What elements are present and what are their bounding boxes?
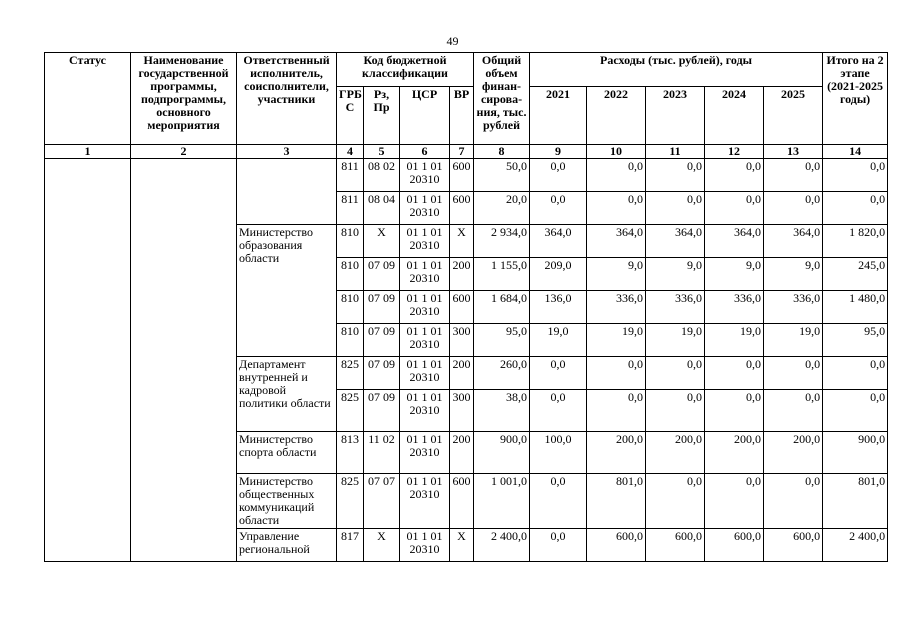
grbs-cell: 811	[337, 192, 364, 225]
col-number: 4	[337, 145, 364, 159]
rzpr-cell: 07 09	[364, 390, 400, 432]
y2024-cell: 0,0	[705, 159, 764, 192]
itogo-cell: 1 820,0	[823, 225, 888, 258]
itogo-cell: 1 480,0	[823, 291, 888, 324]
vr-cell: Х	[450, 529, 474, 562]
col-number: 14	[823, 145, 888, 159]
executor-cell: Министерство образования области	[237, 225, 337, 357]
y2021-cell: 0,0	[530, 474, 587, 529]
y2022-cell: 0,0	[587, 390, 646, 432]
itogo-cell: 0,0	[823, 357, 888, 390]
header-year-2021: 2021	[530, 87, 587, 145]
y2024-cell: 0,0	[705, 192, 764, 225]
y2022-cell: 364,0	[587, 225, 646, 258]
page-number: 49	[446, 34, 459, 48]
itogo-cell: 2 400,0	[823, 529, 888, 562]
grbs-cell: 810	[337, 291, 364, 324]
y2025-cell: 0,0	[764, 192, 823, 225]
rzpr-cell: 11 02	[364, 432, 400, 474]
rzpr-cell: Х	[364, 225, 400, 258]
header-budget-code: Код бюджетной классификации	[337, 53, 474, 87]
col-number: 7	[450, 145, 474, 159]
total-cell: 95,0	[474, 324, 530, 357]
executor-cell	[237, 159, 337, 225]
y2022-cell: 9,0	[587, 258, 646, 291]
grbs-cell: 825	[337, 390, 364, 432]
status-cell	[45, 159, 131, 562]
header-year-2025: 2025	[764, 87, 823, 145]
rzpr-cell: Х	[364, 529, 400, 562]
total-cell: 260,0	[474, 357, 530, 390]
y2021-cell: 19,0	[530, 324, 587, 357]
header-expenses: Расходы (тыс. рублей), годы	[530, 53, 823, 87]
column-number-row	[45, 145, 888, 159]
y2022-cell: 200,0	[587, 432, 646, 474]
y2023-cell: 600,0	[646, 529, 705, 562]
rzpr-cell: 08 04	[364, 192, 400, 225]
grbs-cell: 825	[337, 357, 364, 390]
rzpr-cell: 07 09	[364, 357, 400, 390]
y2023-cell: 0,0	[646, 159, 705, 192]
y2024-cell: 336,0	[705, 291, 764, 324]
executor-cell: Министерство спорта области	[237, 432, 337, 474]
y2021-cell: 209,0	[530, 258, 587, 291]
y2025-cell: 364,0	[764, 225, 823, 258]
total-cell: 38,0	[474, 390, 530, 432]
rzpr-cell: 07 07	[364, 474, 400, 529]
y2024-cell: 0,0	[705, 357, 764, 390]
y2023-cell: 336,0	[646, 291, 705, 324]
col-number: 6	[400, 145, 450, 159]
y2021-cell: 0,0	[530, 529, 587, 562]
col-number: 5	[364, 145, 400, 159]
header-total-volume: Общий объем финан-сирова-ния, тыс. рублей	[474, 53, 530, 145]
y2023-cell: 0,0	[646, 390, 705, 432]
rzpr-cell: 07 09	[364, 324, 400, 357]
col-number: 8	[474, 145, 530, 159]
header-grbs: ГРБ С	[337, 87, 364, 145]
csr-cell: 01 1 01 20310	[400, 529, 450, 562]
y2021-cell: 0,0	[530, 357, 587, 390]
col-number: 3	[237, 145, 337, 159]
col-number: 2	[131, 145, 237, 159]
header-executor: Ответственный исполнитель, соисполнители, участники	[237, 53, 337, 145]
csr-cell: 01 1 01 20310	[400, 291, 450, 324]
itogo-cell: 95,0	[823, 324, 888, 357]
header-program-name: Наименование государственной программы, подпрограммы, основного мероприятия	[131, 53, 237, 145]
col-number: 9	[530, 145, 587, 159]
executor-cell: Управление региональной	[237, 529, 337, 562]
y2022-cell: 0,0	[587, 159, 646, 192]
itogo-cell: 0,0	[823, 192, 888, 225]
vr-cell: 300	[450, 324, 474, 357]
vr-cell: 600	[450, 192, 474, 225]
grbs-cell: 817	[337, 529, 364, 562]
vr-cell: 200	[450, 357, 474, 390]
y2025-cell: 200,0	[764, 432, 823, 474]
y2022-cell: 600,0	[587, 529, 646, 562]
y2025-cell: 0,0	[764, 390, 823, 432]
rzpr-cell: 07 09	[364, 291, 400, 324]
y2025-cell: 19,0	[764, 324, 823, 357]
itogo-cell: 900,0	[823, 432, 888, 474]
col-number: 1	[45, 145, 131, 159]
y2022-cell: 19,0	[587, 324, 646, 357]
program-name-cell	[131, 159, 237, 562]
csr-cell: 01 1 01 20310	[400, 324, 450, 357]
y2024-cell: 200,0	[705, 432, 764, 474]
csr-cell: 01 1 01 20310	[400, 258, 450, 291]
csr-cell: 01 1 01 20310	[400, 159, 450, 192]
y2024-cell: 0,0	[705, 390, 764, 432]
grbs-cell: 810	[337, 258, 364, 291]
rzpr-cell: 08 02	[364, 159, 400, 192]
y2021-cell: 364,0	[530, 225, 587, 258]
y2023-cell: 0,0	[646, 474, 705, 529]
header-year-2022: 2022	[587, 87, 646, 145]
executor-cell: Департамент внутренней и кадровой политики области	[237, 357, 337, 432]
csr-cell: 01 1 01 20310	[400, 432, 450, 474]
y2024-cell: 364,0	[705, 225, 764, 258]
col-number: 10	[587, 145, 646, 159]
total-cell: 900,0	[474, 432, 530, 474]
y2023-cell: 0,0	[646, 192, 705, 225]
header-itogo: Итого на 2 этапе (2021-2025 годы)	[823, 53, 888, 145]
y2023-cell: 19,0	[646, 324, 705, 357]
total-cell: 50,0	[474, 159, 530, 192]
budget-table	[44, 52, 888, 562]
y2025-cell: 0,0	[764, 474, 823, 529]
y2024-cell: 19,0	[705, 324, 764, 357]
y2025-cell: 336,0	[764, 291, 823, 324]
y2023-cell: 0,0	[646, 357, 705, 390]
vr-cell: 600	[450, 291, 474, 324]
total-cell: 2 934,0	[474, 225, 530, 258]
vr-cell: 600	[450, 474, 474, 529]
y2022-cell: 801,0	[587, 474, 646, 529]
csr-cell: 01 1 01 20310	[400, 192, 450, 225]
csr-cell: 01 1 01 20310	[400, 390, 450, 432]
grbs-cell: 825	[337, 474, 364, 529]
total-cell: 1 001,0	[474, 474, 530, 529]
y2024-cell: 0,0	[705, 474, 764, 529]
grbs-cell: 810	[337, 324, 364, 357]
vr-cell: Х	[450, 225, 474, 258]
y2023-cell: 364,0	[646, 225, 705, 258]
itogo-cell: 0,0	[823, 390, 888, 432]
table-row	[45, 159, 888, 192]
y2021-cell: 100,0	[530, 432, 587, 474]
y2023-cell: 200,0	[646, 432, 705, 474]
csr-cell: 01 1 01 20310	[400, 225, 450, 258]
rzpr-cell: 07 09	[364, 258, 400, 291]
csr-cell: 01 1 01 20310	[400, 474, 450, 529]
vr-cell: 200	[450, 258, 474, 291]
y2022-cell: 0,0	[587, 192, 646, 225]
y2022-cell: 0,0	[587, 357, 646, 390]
y2021-cell: 0,0	[530, 192, 587, 225]
total-cell: 20,0	[474, 192, 530, 225]
total-cell: 1 155,0	[474, 258, 530, 291]
y2021-cell: 0,0	[530, 390, 587, 432]
vr-cell: 600	[450, 159, 474, 192]
vr-cell: 200	[450, 432, 474, 474]
y2021-cell: 136,0	[530, 291, 587, 324]
total-cell: 2 400,0	[474, 529, 530, 562]
y2025-cell: 0,0	[764, 159, 823, 192]
y2025-cell: 600,0	[764, 529, 823, 562]
y2022-cell: 336,0	[587, 291, 646, 324]
y2024-cell: 600,0	[705, 529, 764, 562]
itogo-cell: 245,0	[823, 258, 888, 291]
header-year-2024: 2024	[705, 87, 764, 145]
csr-cell: 01 1 01 20310	[400, 357, 450, 390]
itogo-cell: 801,0	[823, 474, 888, 529]
y2021-cell: 0,0	[530, 159, 587, 192]
header-rzpr: Рз, Пр	[364, 87, 400, 145]
executor-cell: Министерство общественных коммуникаций области	[237, 474, 337, 529]
y2025-cell: 9,0	[764, 258, 823, 291]
grbs-cell: 813	[337, 432, 364, 474]
grbs-cell: 811	[337, 159, 364, 192]
header-csr: ЦСР	[400, 87, 450, 145]
total-cell: 1 684,0	[474, 291, 530, 324]
grbs-cell: 810	[337, 225, 364, 258]
y2023-cell: 9,0	[646, 258, 705, 291]
vr-cell: 300	[450, 390, 474, 432]
col-number: 11	[646, 145, 705, 159]
header-status: Статус	[45, 53, 131, 145]
col-number: 12	[705, 145, 764, 159]
header-vr: ВР	[450, 87, 474, 145]
itogo-cell: 0,0	[823, 159, 888, 192]
y2024-cell: 9,0	[705, 258, 764, 291]
y2025-cell: 0,0	[764, 357, 823, 390]
header-year-2023: 2023	[646, 87, 705, 145]
col-number: 13	[764, 145, 823, 159]
